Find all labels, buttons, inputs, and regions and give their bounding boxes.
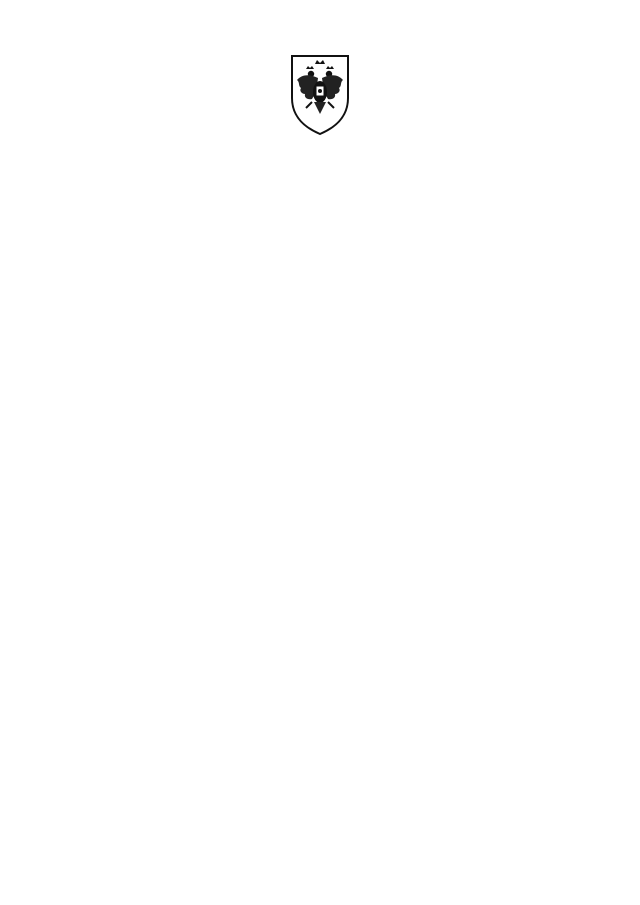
coat-of-arms-emblem-icon [288, 52, 352, 136]
